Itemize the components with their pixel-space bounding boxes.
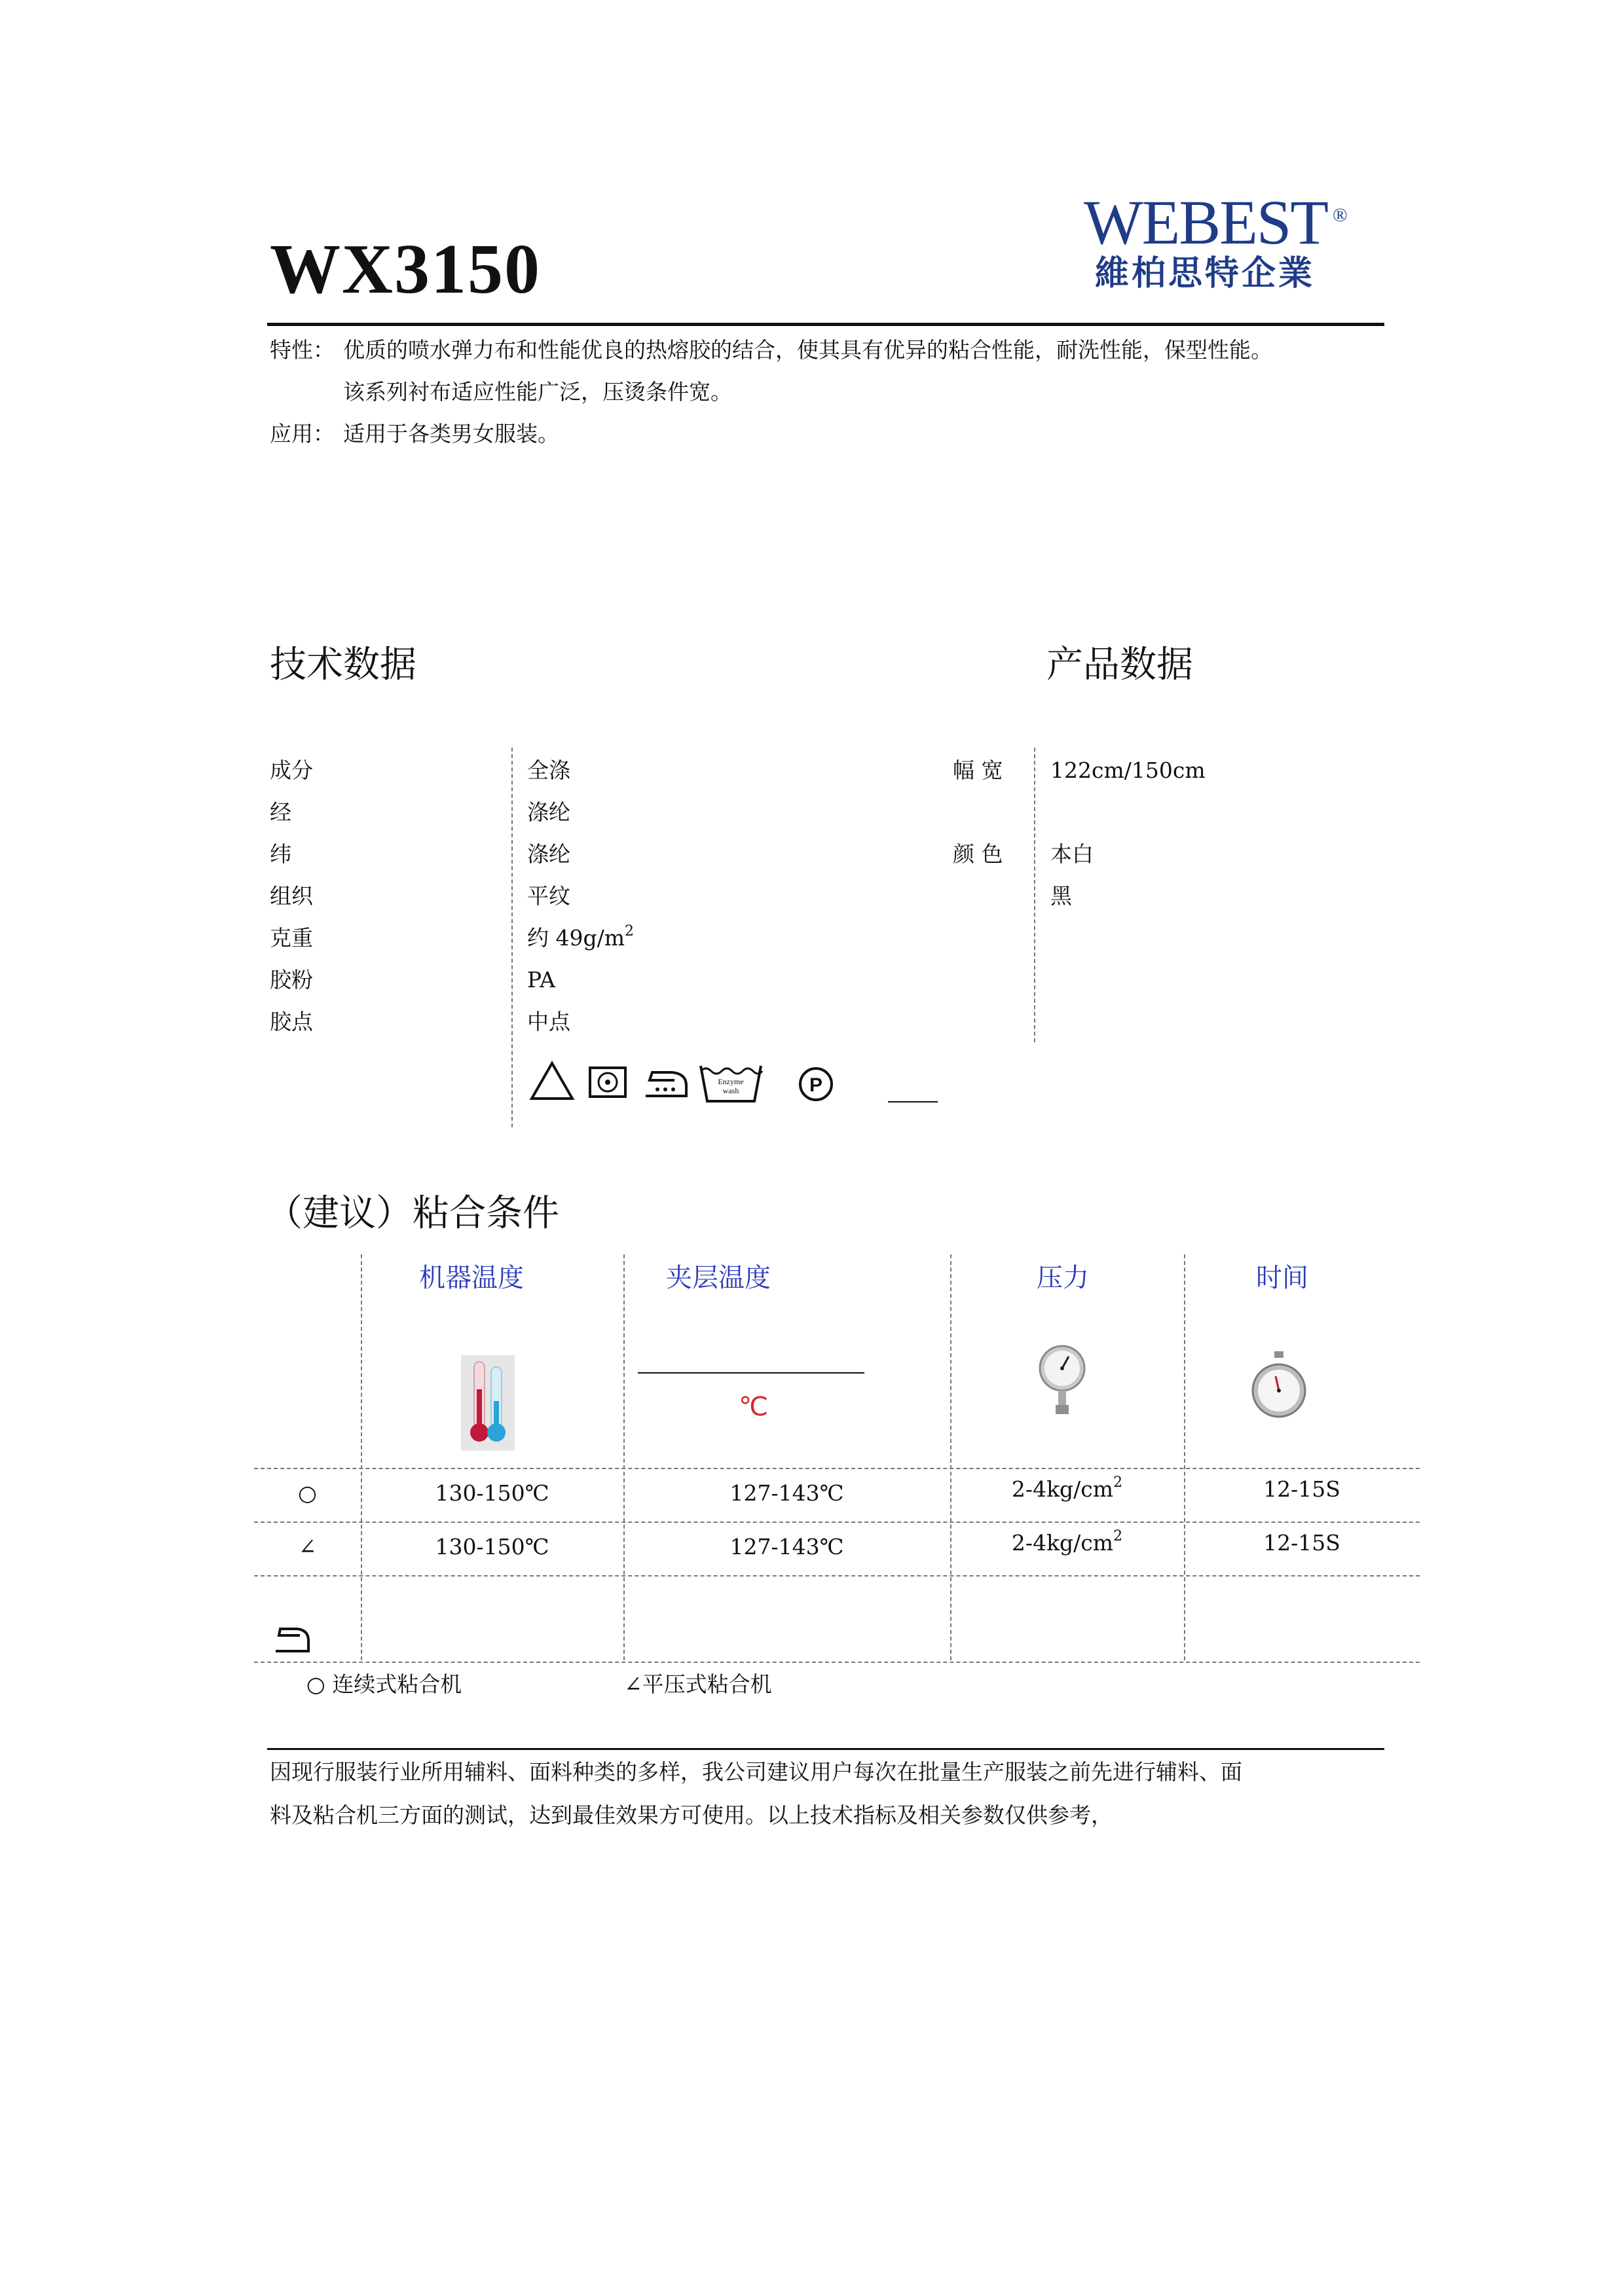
tech-value-weft: 涤纶	[527, 841, 570, 867]
tech-label-warp: 经	[270, 799, 291, 825]
tech-value-adhesive: PA	[527, 967, 556, 993]
row2-pressure: $2-4kg/cm^2$	[1011, 1528, 1123, 1556]
header-divider	[267, 323, 1384, 326]
features-text-line2: 该系列衬布适应性能广泛，压烫条件宽。	[343, 379, 732, 405]
row1-machine-temp: 130-150℃	[435, 1480, 549, 1506]
iron-icon	[643, 1068, 689, 1099]
layer-temp-blank-line	[638, 1372, 864, 1374]
row2-layer-temp: 127-143℃	[729, 1534, 844, 1559]
col-head-machine-temp: 机器温度	[419, 1263, 524, 1293]
tech-label-adhesive: 胶粉	[270, 967, 313, 993]
tech-table-divider	[511, 748, 513, 1127]
col-head-layer-temp: 夹层温度	[666, 1263, 771, 1293]
celsius-symbol: ℃	[739, 1392, 768, 1422]
brand-logo-chinese: 維柏思特企業	[1095, 254, 1316, 293]
legend-continuous-press: ○ 连续式粘合机	[306, 1671, 462, 1697]
care-blank-line	[888, 1101, 938, 1102]
stopwatch-icon	[1251, 1350, 1307, 1422]
tech-label-weave: 组织	[270, 883, 313, 909]
svg-text:P: P	[809, 1074, 823, 1096]
registered-mark: ®	[1333, 204, 1348, 226]
features-label: 特性：	[270, 337, 335, 363]
footer-note-line2: 料及粘合机三方面的测试，达到最佳效果方可使用。以上技术指标及相关参数仅供参考，	[270, 1802, 1113, 1828]
bond-row-rule-3	[254, 1575, 1420, 1576]
product-value-color-2: 黑	[1050, 883, 1072, 909]
row2-symbol: ∠	[298, 1534, 317, 1559]
tech-label-dot: 胶点	[270, 1009, 313, 1034]
tech-value-warp: 涤纶	[527, 799, 570, 825]
col-head-time: 时间	[1256, 1263, 1308, 1293]
bond-col-divider-3	[950, 1254, 951, 1660]
tech-label-weight: 克重	[270, 925, 313, 951]
tech-value-dot: 中点	[527, 1009, 570, 1034]
enzyme-wash-icon	[698, 1062, 764, 1104]
page-title: WX3150	[270, 230, 541, 308]
triangle-bleach-icon	[529, 1061, 575, 1101]
row1-pressure: $2-4kg/cm^2$	[1011, 1474, 1123, 1502]
row1-time: 12-15S	[1263, 1476, 1340, 1502]
features-text-line1: 优质的喷水弹力布和性能优良的热熔胶的结合，使其具有优异的粘合性能，耐洗性能，保型性能。	[343, 337, 1272, 363]
legend-flat-press: ∠平压式粘合机	[624, 1671, 772, 1697]
bond-col-divider-4	[1184, 1254, 1185, 1660]
product-label-width: 幅 宽	[953, 757, 1003, 783]
application-label: 应用：	[270, 421, 335, 446]
product-label-color: 颜 色	[953, 841, 1003, 867]
product-value-color-1: 本白	[1050, 841, 1094, 867]
pressure-gauge-icon	[1039, 1343, 1086, 1419]
row2-time: 12-15S	[1263, 1530, 1340, 1556]
tech-value-composition: 全涤	[527, 757, 570, 783]
col-head-pressure: 压力	[1037, 1263, 1089, 1293]
row2-machine-temp: 130-150℃	[435, 1534, 549, 1559]
bond-row-rule-2	[254, 1522, 1420, 1523]
footer-note-line1: 因现行服装行业所用辅料、面料种类的多样，我公司建议用户每次在批量生产服装之前先进行辅料、面	[270, 1759, 1242, 1785]
svg-text:Enzyme: Enzyme	[718, 1077, 744, 1086]
svg-text:wash: wash	[722, 1086, 739, 1095]
product-data-heading: 产品数据	[1046, 644, 1193, 686]
row1-symbol: ○	[298, 1480, 317, 1506]
tech-data-heading: 技术数据	[270, 644, 416, 686]
tech-label-composition: 成分	[270, 757, 313, 783]
product-table-divider	[1034, 748, 1035, 1042]
product-value-width: 122cm/150cm	[1050, 757, 1206, 783]
tumble-dry-icon	[588, 1066, 627, 1099]
bond-col-divider-1	[361, 1254, 362, 1660]
footer-divider	[267, 1748, 1384, 1750]
row1-layer-temp: 127-143℃	[729, 1480, 844, 1506]
thermometer-icon	[461, 1355, 515, 1451]
dry-clean-p-icon	[798, 1066, 834, 1102]
bond-col-divider-2	[623, 1254, 625, 1660]
bond-row-rule-4	[254, 1662, 1420, 1663]
iron-row-icon	[274, 1626, 310, 1654]
bond-row-rule-1	[254, 1468, 1420, 1469]
application-text: 适用于各类男女服装。	[343, 421, 559, 446]
tech-value-weight: 约 $49g/m^2$	[527, 923, 635, 951]
tech-value-weave: 平纹	[527, 883, 570, 909]
brand-logo-text: WEBEST	[1084, 187, 1327, 257]
bonding-heading: （建议）粘合条件	[266, 1192, 559, 1235]
tech-label-weft: 纬	[270, 841, 291, 867]
